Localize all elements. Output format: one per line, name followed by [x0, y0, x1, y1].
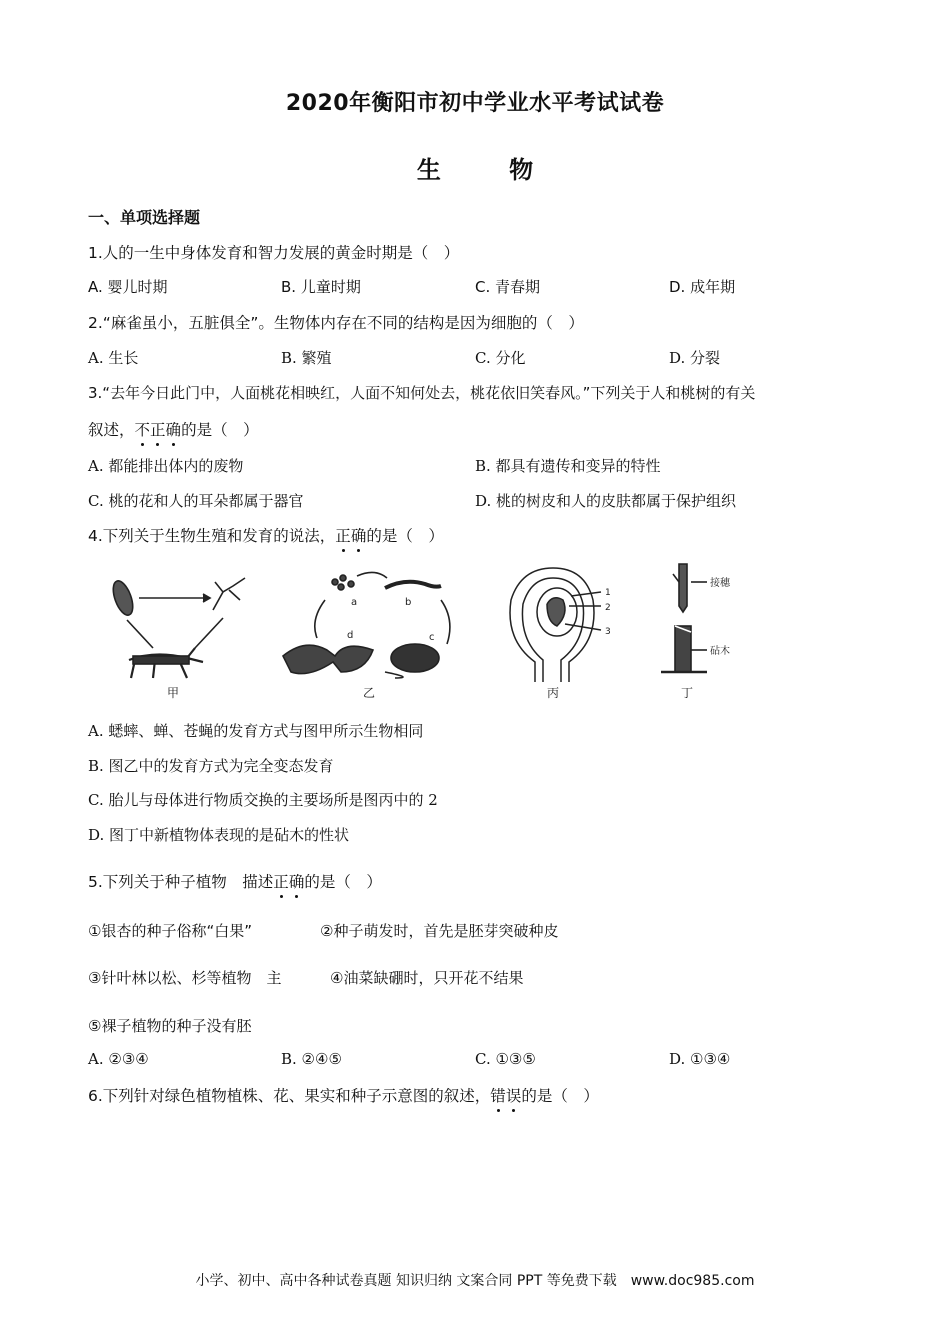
stage-label-b: b	[405, 597, 412, 608]
q3-stem-prefix: 叙述，	[88, 421, 135, 439]
question-1-stem: 1.人的一生中身体发育和智力发展的黄金时期是（ ）	[88, 244, 460, 262]
q5-stem-prefix: 5.下列关于种子植物 描述	[88, 873, 274, 891]
nymph-icon	[213, 578, 245, 610]
figure-label-yi: 乙	[363, 686, 376, 700]
cycle-arrow	[357, 572, 387, 578]
figure-bing-uterus	[510, 568, 601, 682]
q4-option-c: C. 胎儿与母体进行物质交换的主要场所是图丙中的 2	[88, 791, 438, 809]
part-label-2: 2	[605, 603, 611, 613]
figure-label-ding: 丁	[681, 686, 694, 700]
q4-option-d: D. 图丁中新植物体表现的是砧木的性状	[88, 826, 350, 844]
q3-stem-suffix: 的是（ ）	[181, 421, 259, 439]
figure-label-jia: 甲	[167, 686, 180, 700]
q5-emphasis-char: 正	[273, 870, 289, 892]
q6-emphasis-char: 误	[506, 1084, 522, 1106]
label-scion: 接穗	[710, 578, 730, 589]
stock-icon	[675, 626, 691, 672]
q4-option-a: A. 蟋蟀、蝉、苍蝇的发育方式与图甲所示生物相同	[88, 722, 424, 740]
pupa-icon	[391, 644, 439, 672]
figure-ding-grafting	[661, 564, 707, 672]
cycle-arrow	[315, 600, 325, 638]
q3-option-c: C. 桃的花和人的耳朵都属于器官	[88, 492, 304, 510]
q3-emphasis-char: 不	[135, 418, 151, 440]
q6-stem-suffix: 的是（ ）	[521, 1087, 599, 1105]
q5-statement-1: ①银杏的种子俗称“白果”	[88, 922, 252, 940]
q2-option-c: C. 分化	[475, 349, 526, 367]
question-5-stem	[88, 870, 382, 892]
q4-emphasis-char: 正	[335, 524, 351, 546]
q5-option-d: D. ①③④	[669, 1050, 731, 1068]
larva-icon	[385, 582, 441, 588]
question-2-stem: 2.“麻雀虽小，五脏俱全”。生物体内存在不同的结构是因为细胞的（ ）	[88, 314, 584, 332]
q4-figures	[95, 560, 775, 705]
q5-statement-4: ④油菜缺硼时，只开花不结果	[330, 969, 524, 987]
exam-title: 2020年衡阳市初中学业水平考试试卷	[285, 91, 665, 116]
q1-option-a: A. 婴儿时期	[88, 278, 168, 296]
scion-bud	[673, 574, 679, 582]
figure-yi-moth-cycle	[283, 572, 450, 678]
q3-option-b: B. 都具有遗传和变异的特性	[475, 457, 661, 475]
q5-statement-3: ③针叶林以松、杉等植物 主	[88, 969, 282, 987]
q5-option-b: B. ②④⑤	[281, 1050, 342, 1068]
question-6-stem	[88, 1084, 599, 1106]
q2-option-a: A. 生长	[88, 349, 139, 367]
arrow-line	[195, 618, 223, 648]
q3-emphasis-char: 确	[166, 418, 182, 440]
moth-icon	[283, 645, 373, 673]
q1-option-b: B. 儿童时期	[281, 278, 361, 296]
q1-option-c: C. 青春期	[475, 278, 541, 296]
egg-icon	[109, 578, 136, 617]
q6-emphasis-char: 错	[490, 1084, 506, 1106]
stage-label-a: a	[351, 597, 358, 608]
q1-option-d: D. 成年期	[669, 278, 736, 296]
fetus-icon	[547, 598, 565, 626]
q5-emphasis-char: 确	[289, 870, 305, 892]
q5-option-a: A. ②③④	[88, 1050, 149, 1068]
figure-label-bing: 丙	[547, 686, 560, 700]
q4-stem-suffix: 的是（ ）	[366, 527, 444, 545]
subject-title: 生 物	[416, 156, 564, 184]
scion-icon	[679, 564, 687, 612]
question-4-stem	[88, 524, 444, 546]
part-label-3: 3	[605, 627, 611, 637]
question-3-stem-line2	[88, 418, 259, 440]
section-heading: 一、单项选择题	[88, 208, 201, 227]
figure-jia-grasshopper-cycle	[109, 578, 245, 678]
q2-option-b: B. 繁殖	[281, 349, 332, 367]
q4-option-b: B. 图乙中的发育方式为完全变态发育	[88, 757, 334, 775]
q5-statement-5: ⑤裸子植物的种子没有胚	[88, 1017, 252, 1035]
part-label-1: 1	[605, 588, 611, 598]
grasshopper-body	[133, 656, 189, 664]
q5-statement-2: ②种子萌发时，首先是胚芽突破种皮	[320, 922, 559, 940]
cycle-arrow	[385, 672, 403, 678]
label-stock: 砧木	[710, 646, 730, 657]
stage-label-c: c	[429, 632, 435, 643]
q2-option-d: D. 分裂	[669, 349, 721, 367]
q5-stem-suffix: 的是（ ）	[304, 873, 382, 891]
arrow-line	[127, 620, 153, 648]
q5-option-c: C. ①③⑤	[475, 1050, 536, 1068]
uterus-inner	[522, 578, 583, 682]
cycle-arrow	[441, 600, 450, 644]
q4-stem-prefix: 4.下列关于生物生殖和发育的说法，	[88, 527, 336, 545]
q3-option-a: A. 都能排出体内的废物	[88, 457, 244, 475]
q3-emphasis-char: 正	[150, 418, 166, 440]
question-3-stem-line1: 3.“去年今日此门中，人面桃花相映红，人面不知何处去，桃花依旧笑春风。”下列关于人和桃树的有关	[88, 384, 756, 402]
q3-option-d: D. 桃的树皮和人的皮肤都属于保护组织	[475, 492, 737, 510]
stage-label-d: d	[347, 630, 354, 641]
q6-stem-prefix: 6.下列针对绿色植物植株、花、果实和种子示意图的叙述，	[88, 1087, 491, 1105]
arrow-head-icon	[203, 594, 210, 602]
page-footer: 小学、初中、高中各种试卷真题 知识归纳 文案合同 PPT 等免费下载 www.doc985.com	[195, 1273, 755, 1289]
q4-emphasis-char: 确	[351, 524, 367, 546]
